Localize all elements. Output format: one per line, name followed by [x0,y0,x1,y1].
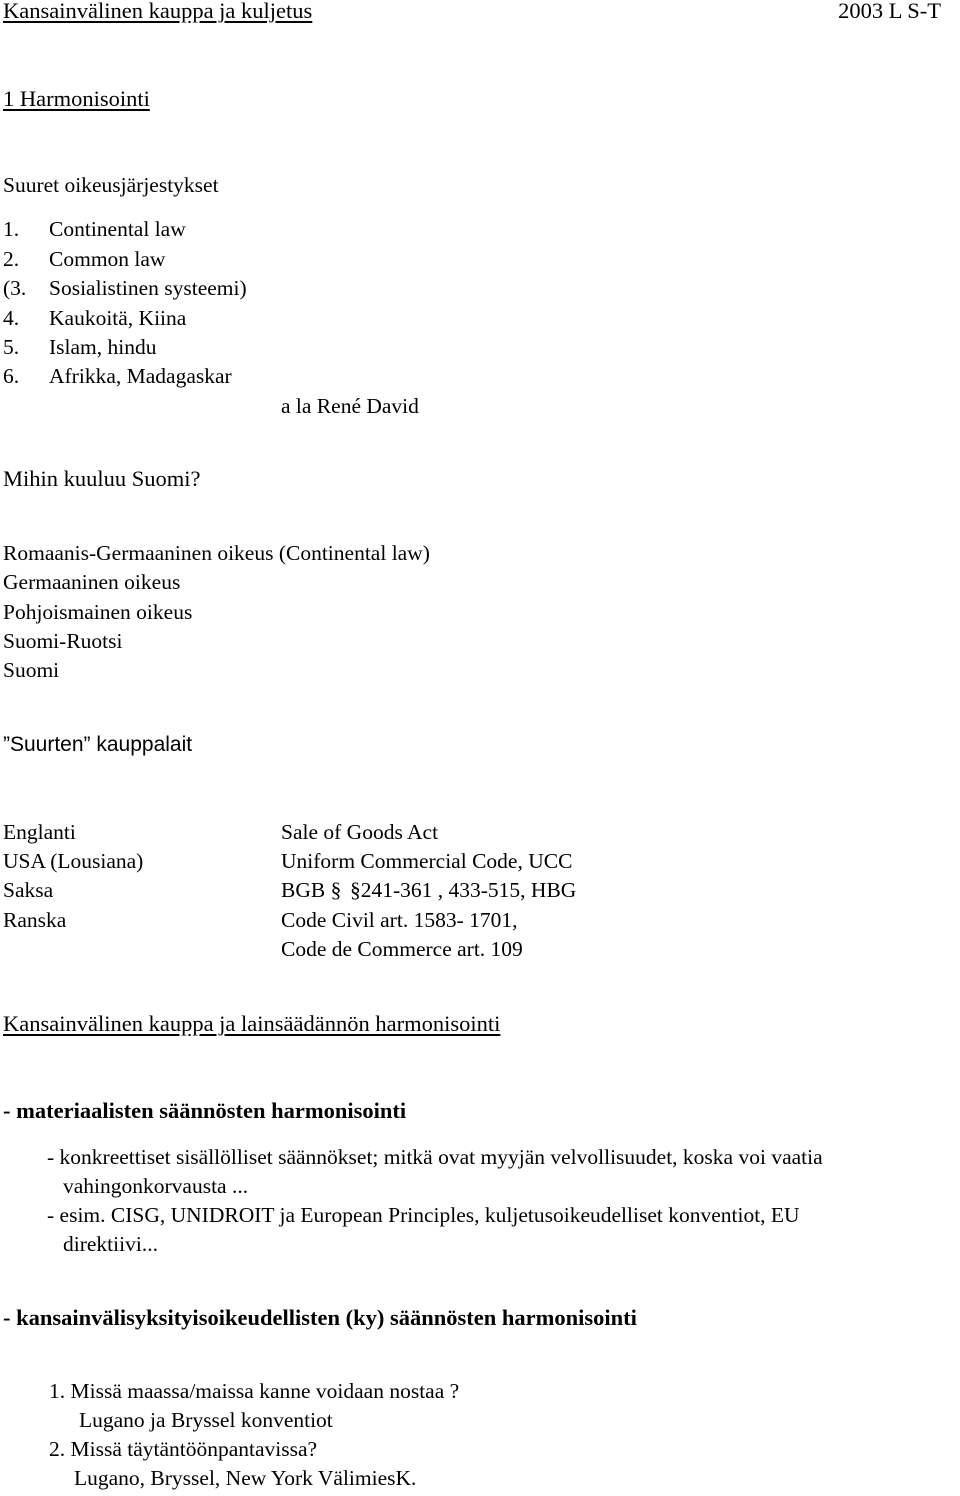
question-item: 2. Missä täytäntöönpantavissa? [49,1437,318,1461]
law-cell: Code de Commerce art. 109 [281,937,523,961]
document-title: Kansainvälinen kauppa ja kuljetus [3,0,313,23]
document-meta: 2003 L S-T [838,0,941,23]
section-heading: 1 Harmonisointi [3,86,150,111]
material-title: - materiaalisten säännösten harmonisointi [3,1098,407,1123]
list-item-label: Afrikka, Madagaskar [49,364,232,388]
list-item-label: Islam, hindu [49,335,157,359]
law-cell: Sale of Goods Act [281,820,439,844]
hierarchy-item: Suomi-Ruotsi [3,629,123,653]
law-cell: Uniform Commercial Code, UCC [281,849,573,873]
list-item-label: Common law [49,247,166,271]
list-item-number: 5. [3,335,20,359]
bullet-line: - esim. CISG, UNIDROIT ja European Principles, kuljetusoikeudelliset konventiot, EU [47,1203,800,1227]
attribution: a la René David [281,394,419,418]
question-item: 1. Missä maassa/maissa kanne voidaan nostaa ? [49,1379,460,1403]
hierarchy-item: Germaaninen oikeus [3,570,181,594]
list-item-number: 1. [3,217,20,241]
country-cell: Ranska [3,908,67,932]
law-cell [281,880,576,902]
law-cell: Code Civil art. 1583- 1701, [281,908,518,932]
country-cell: Saksa [3,878,54,902]
question: Mihin kuuluu Suomi? [3,466,201,491]
list-item-label: Continental law [49,217,186,241]
bullet-line: vahingonkorvausta ... [63,1174,249,1198]
systems-title: Suuret oikeusjärjestykset [3,173,219,197]
country-cell: USA (Lousiana) [3,849,144,873]
private-intl-title: - kansainvälisyksityisoikeudellisten (ky) säännösten harmonisointi [3,1305,637,1330]
bullet-line: direktiivi... [63,1232,158,1256]
bullet-line: - konkreettiset sisällölliset säännökset; mitkä ovat myyjän velvollisuudet, koska voi vaatia [47,1145,823,1169]
section-sign: § [330,878,342,902]
law-suffix: 241-361 , 433-515, HBG [360,878,577,902]
hierarchy-item: Romaanis-Germaaninen oikeus (Continental law) [3,541,430,565]
hierarchy-item: Pohjoismainen oikeus [3,600,193,624]
list-item-number: 4. [3,306,20,330]
list-item-number: 6. [3,364,20,388]
list-item-number: (3. [3,276,27,300]
section-sign: § [349,878,361,902]
country-cell: Englanti [3,820,76,844]
list-item-label: Sosialistinen systeemi) [49,276,247,300]
hierarchy-item: Suomi [3,658,60,682]
harmonisation-heading: Kansainvälinen kauppa ja lainsäädännön harmonisointi [3,1011,501,1036]
list-item-number: 2. [3,247,20,271]
sales-laws-title: ”Suurten” kauppalait [3,733,193,756]
list-item-label: Kaukoitä, Kiina [49,306,187,330]
answer-item: Lugano ja Bryssel konventiot [79,1408,333,1432]
law-prefix: BGB [281,878,326,902]
answer-item: Lugano, Bryssel, New York VälimiesK. [74,1466,417,1490]
